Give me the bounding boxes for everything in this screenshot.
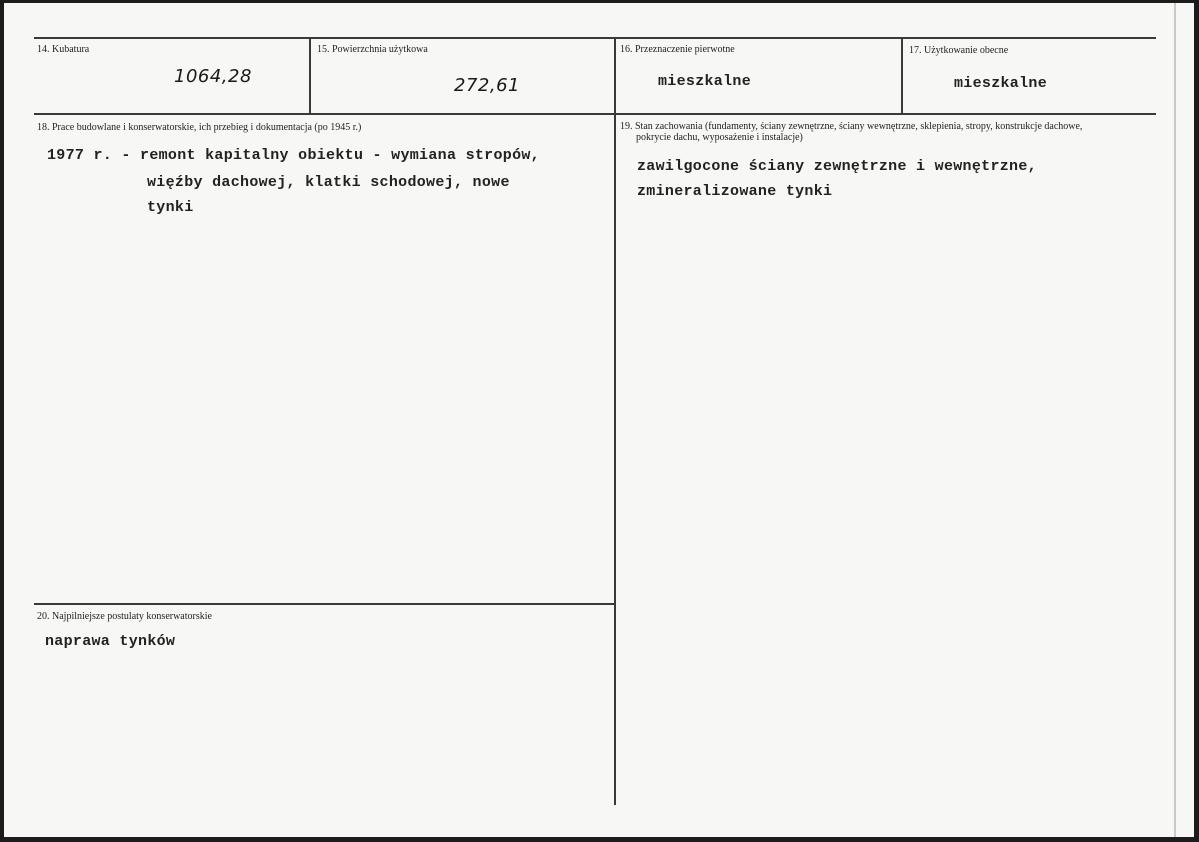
divider-15-16 (614, 37, 616, 805)
divider-14-15 (309, 37, 311, 115)
prace-line-1: 1977 r. - remont kapitalny obiektu - wymiana stropów, (47, 147, 540, 164)
page-edge (1174, 3, 1176, 837)
prace-line-2: więźby dachowej, klatki schodowej, nowe (147, 174, 510, 191)
stan-label-line-2: pokrycie dachu, wyposażenie i instalacje) (636, 132, 803, 143)
prace-line-3: tynki (147, 199, 194, 216)
kubatura-label: 14. Kubatura (37, 44, 90, 55)
prace-label: 18. Prace budowlane i konserwatorskie, ich przebieg i dokumentacja (po 1945 r.) (37, 122, 362, 133)
przeznaczenie-label: 16. Przeznaczenie pierwotne (620, 44, 735, 55)
postulaty-label: 20. Najpilniejsze postulaty konserwatorskie (37, 611, 212, 622)
stan-label-line-1: 19. Stan zachowania (fundamenty, ściany zewnętrzne, ściany wewnętrzne, sklepienia, stropy, konstrukcje dachowe, (620, 121, 1083, 132)
przeznaczenie-value: mieszkalne (658, 73, 752, 90)
powierzchnia-value: 272,61 (454, 75, 520, 96)
stan-line-1: zawilgocone ściany zewnętrzne i wewnętrzne, (637, 158, 1037, 175)
row1-bottom-rule (34, 113, 1156, 115)
postulaty-value: naprawa tynków (45, 633, 176, 650)
powierzchnia-label: 15. Powierzchnia użytkowa (317, 44, 428, 55)
uzytkowanie-label: 17. Użytkowanie obecne (909, 45, 1009, 56)
document-sheet (4, 3, 1194, 837)
divider-16-17 (901, 37, 903, 115)
section-20-top-rule (34, 603, 616, 605)
stan-line-2: zmineralizowane tynki (637, 183, 833, 200)
uzytkowanie-value: mieszkalne (954, 75, 1048, 92)
kubatura-value: 1064,28 (174, 66, 252, 87)
top-rule (34, 37, 1156, 39)
